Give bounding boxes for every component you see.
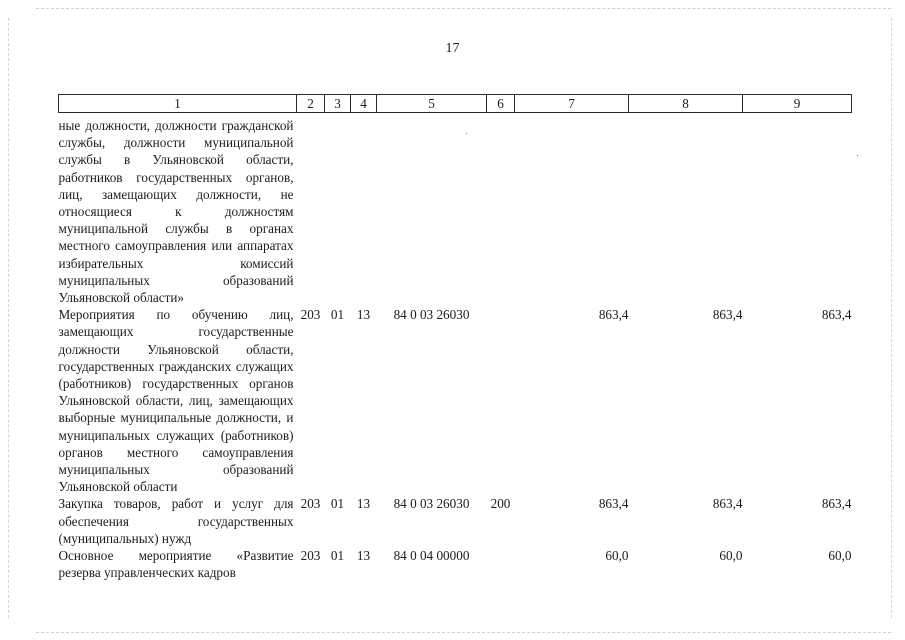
column-header: 4	[351, 95, 377, 113]
column-header: 1	[59, 95, 297, 113]
budget-table	[58, 94, 852, 581]
cell-code: 84 0 04 00000	[393, 548, 470, 564]
row-name: ные должности, должности гражданской службы, должности муниципальной службы в Ульяновской области, работников государственных органов, лиц, замещающих должности, не относящиеся к должностям муниципальной службы в органах местного самоуправления или аппаратах избирательных комиссий муниципальных образований Ульяновской области»	[58, 118, 294, 306]
cell-code	[487, 113, 515, 307]
column-header: 2	[297, 95, 325, 113]
row-name: Мероприятия по обучению лиц, замещающих государственные должности Ульяновской области, государственных гражданских служащих (работников) государственных органов Ульяновской области, лиц, замещающих выборные муниципальные должности, и муниципальных служащих (работников) органов местного самоуправления муниципальных образований Ульяновской области	[58, 307, 294, 495]
cell-amount: 863,4	[712, 307, 743, 323]
table-row	[59, 495, 852, 547]
column-header: 9	[743, 95, 852, 113]
cell-code	[377, 113, 487, 307]
column-header: 7	[515, 95, 629, 113]
cell-code: 01	[330, 307, 345, 323]
cell-code: 203	[300, 496, 321, 512]
cell-amount: 863,4	[821, 307, 852, 323]
cell-code: 84 0 03 26030	[393, 307, 470, 323]
table-row	[59, 306, 852, 495]
table-row	[59, 547, 852, 581]
right-scan-edge	[891, 18, 892, 618]
cell-amount: 60,0	[828, 548, 852, 564]
top-scan-edge	[36, 8, 891, 9]
cell-amount: 863,4	[598, 496, 629, 512]
cell-amount	[515, 113, 629, 307]
cell-code: 13	[356, 307, 371, 323]
cell-code: 01	[330, 548, 345, 564]
cell-code	[351, 113, 377, 307]
page-number: 17	[445, 41, 460, 56]
column-header: 6	[487, 95, 515, 113]
left-scan-edge	[8, 18, 9, 618]
cell-amount: 863,4	[821, 496, 852, 512]
cell-code: 13	[356, 548, 371, 564]
cell-code: 200	[490, 496, 511, 512]
cell-amount: 863,4	[598, 307, 629, 323]
table-row	[59, 113, 852, 307]
row-name: Основное мероприятие «Развитие резерва управленческих кадров	[58, 548, 294, 581]
row-name: Закупка товаров, работ и услуг для обеспечения государственных (муниципальных) нужд	[58, 496, 294, 546]
table-header-row	[59, 95, 852, 113]
scan-speck	[857, 155, 858, 156]
bottom-scan-edge	[36, 632, 891, 633]
cell-code	[297, 113, 325, 307]
cell-amount: 60,0	[605, 548, 629, 564]
cell-code: 203	[300, 307, 321, 323]
cell-code	[487, 547, 515, 581]
cell-code	[487, 306, 515, 495]
cell-code: 13	[356, 496, 371, 512]
cell-code: 01	[330, 496, 345, 512]
cell-amount	[629, 113, 743, 307]
column-header: 8	[629, 95, 743, 113]
column-header: 5	[377, 95, 487, 113]
cell-amount: 60,0	[719, 548, 743, 564]
cell-code: 203	[300, 548, 321, 564]
cell-amount: 863,4	[712, 496, 743, 512]
cell-code: 84 0 03 26030	[393, 496, 470, 512]
cell-code	[325, 113, 351, 307]
column-header: 3	[325, 95, 351, 113]
cell-amount	[743, 113, 852, 307]
